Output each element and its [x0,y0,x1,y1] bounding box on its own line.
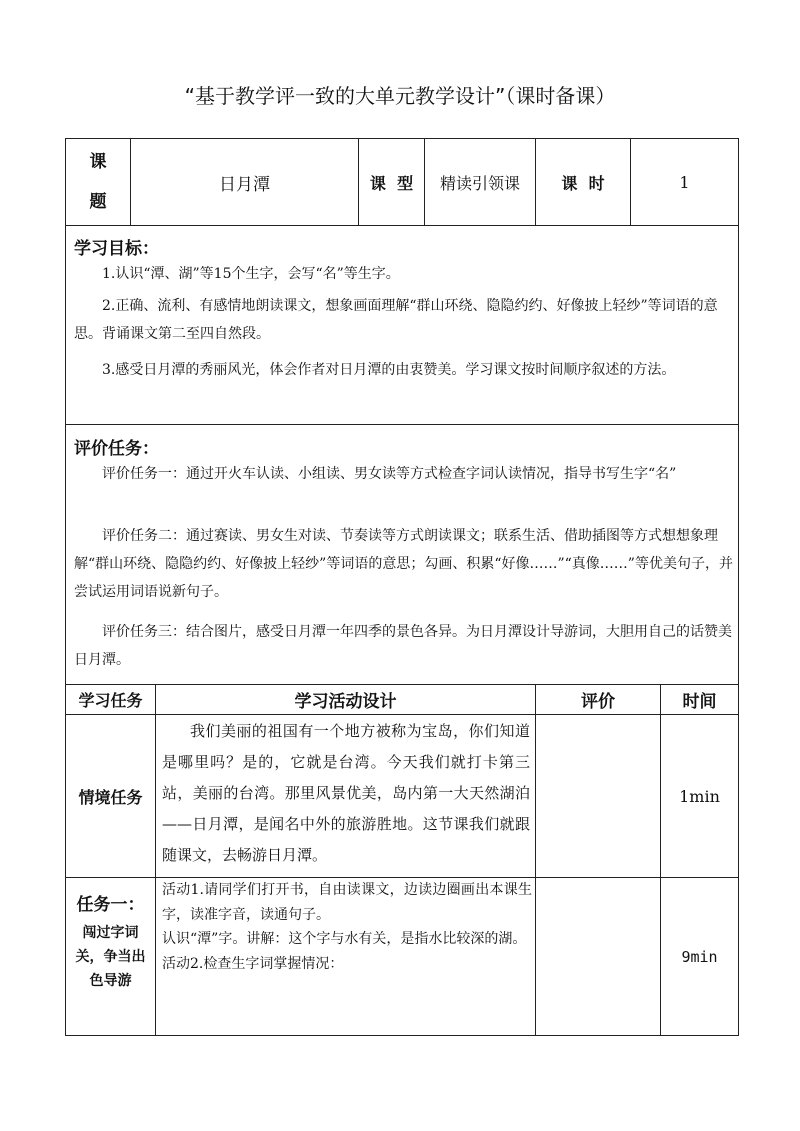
table-row-time: 1min [679,786,720,806]
hours-value: 1 [679,172,690,192]
table-row-time: 9min [681,947,718,966]
column-header-task: 学习任务 [78,691,143,710]
type-value: 精读引领课 [439,173,520,193]
type-label: 课 型 [369,173,414,193]
divider [155,684,156,1036]
table-row-activity: 我们美丽的祖国有一个地方被称为宝岛，你们知道是哪里吗？是的，它就是台湾。今天我们就打卡第三站，美丽的台湾。那里风景优美，岛内第一大天然湖泊——日月潭，是闻名中外的旅游胜地。这节课我们就跟随课文，去畅游日月潭。 [162,722,530,864]
objective-item: 2.正确、流利、有感情地朗读课文，想象画面理解“群山环绕、隐隐约约、好像披上轻纱”等词语的意思。背诵课文第二至四自然段。 [74,298,718,342]
activity-line: 活动1.请同学们打开书，自由读课文，边读边圈画出本课生字，读准字音，读通句子。 [162,882,532,923]
evaluation-heading: 评价任务： [74,439,159,459]
document-title: “基于教学评一致的大单元教学设计”（课时备课） [184,84,616,108]
hours-label: 课 时 [561,173,605,193]
task-subtitle: 闯过字词关，争当出色导游 [75,925,146,989]
evaluation-item: 评价任务一：通过开火车认读、小组读、男女读等方式检查字词认读情况，指导书写生字“名” [102,466,677,482]
column-header-activity: 学习活动设计 [294,692,397,712]
task-title: 任务一： [76,895,145,915]
table-row-evaluation [536,715,660,877]
table-row-task: 情境任务 [78,787,143,807]
divider [65,225,739,226]
evaluation-item: 评价任务二：通过赛读、男女生对读、节奏读等方式朗读课文；联系生活、借助插图等方式想想象理解“群山环绕、隐隐约约、好像披上轻纱”等词语的意思；勾画、积累“好像……”“真像……”等优美句子，并尝试运用词语说新句子。 [74,528,733,600]
column-header-evaluation: 评价 [581,692,615,712]
objective-item: 1.认识“潭、湖”等15个生字，会写“名”等生字。 [102,266,400,282]
table-row-activity [162,878,532,976]
activity-line: 活动2.检查生字词掌握情况： [162,955,344,972]
activity-line: 认识“潭”字。讲解：这个字与水有关，是指水比较深的湖。 [162,931,527,947]
column-header-time: 时间 [682,692,717,712]
objective-item: 3.感受日月潭的秀丽风光，体会作者对日月潭的由衷赞美。学习课文按时间顺序叙述的方法。 [102,362,676,378]
divider [65,424,739,425]
evaluation-item: 评价任务三：结合图片，感受日月潭一年四季的景色各异。为日月潭设计导游词，大胆用自己的话赞美日月潭。 [74,624,732,668]
objectives-heading: 学习目标： [74,239,159,259]
topic-label: 课题 [89,152,107,212]
topic-value: 日月潭 [219,174,270,195]
table-row-evaluation [536,878,660,1035]
table-row-task [66,890,155,993]
